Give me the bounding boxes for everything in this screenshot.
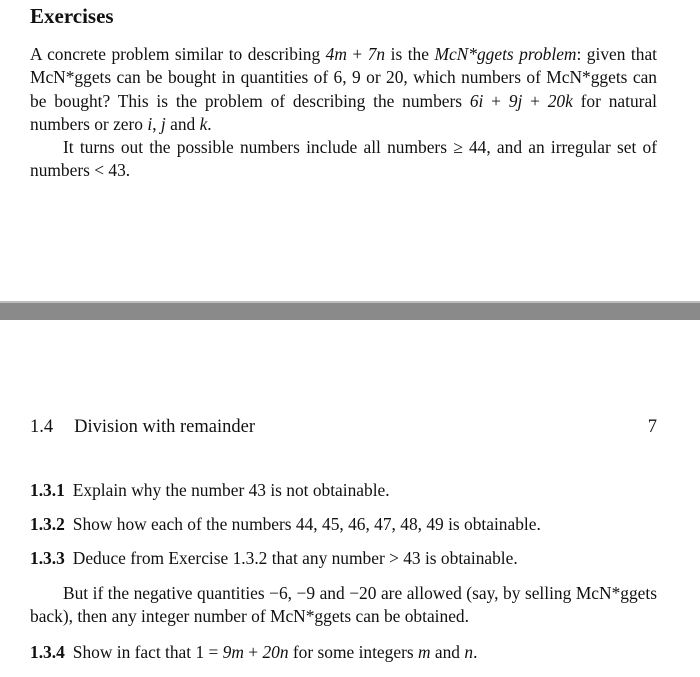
exercise-number: 1.3.3 (30, 548, 65, 568)
text-run: : given that McN*ggets can be bought in quantities of 6, 9 or 20, which numbers of McN*ggets can be bought? This is the problem of describing the numbers (30, 44, 658, 111)
exercise-number: 1.3.2 (30, 514, 65, 534)
math-operator: + (483, 90, 509, 111)
math-term: 20k (547, 90, 573, 111)
text-run: . (207, 113, 212, 134)
text-run: and (165, 113, 200, 134)
math-term: 7n (367, 44, 386, 64)
math-variable: n (464, 642, 474, 662)
possible-numbers-paragraph: It turns out the possible numbers include all numbers ≥ 44, and an irregular set of numbers < 43. (30, 137, 657, 181)
math-variable: i (147, 113, 153, 134)
exercises-heading: Exercises (30, 4, 114, 28)
text-run: is the (385, 44, 435, 64)
math-term: 4m (325, 44, 347, 64)
math-variable: j (160, 113, 166, 134)
math-variable: k (199, 113, 208, 134)
math-term: 9j (508, 90, 523, 111)
math-term: 20n (262, 642, 289, 662)
exercise-number: 1.3.4 (30, 642, 65, 662)
text-run: A concrete problem similar to describing (30, 44, 326, 64)
math-variable: m (417, 642, 431, 662)
exercise-text: Show how each of the numbers 44, 45, 46, 47, 48, 49 is obtainable. (72, 514, 541, 534)
math-operator: + (243, 642, 263, 662)
exercise-1-3-4 (30, 641, 657, 664)
negative-quantities-paragraph: But if the negative quantities −6, −9 and −20 are allowed (say, by selling McN*ggets back), then any integer number of McN*ggets can be obtained. (30, 583, 657, 627)
exercise-text: Explain why the number 43 is not obtainable. (72, 480, 390, 500)
problem-name: McN*ggets problem (434, 44, 577, 64)
section-number: 1.4 (30, 417, 54, 437)
running-head (30, 417, 657, 438)
math-operator: + (346, 44, 368, 64)
exercise-1-3-2 (30, 513, 657, 536)
text-run: and (430, 642, 465, 662)
section-title: Division with remainder (74, 417, 255, 437)
text-run: Show in fact that 1 = (72, 642, 223, 662)
exercise-1-3-3 (30, 547, 657, 570)
exercise-text: Deduce from Exercise 1.3.2 that any number > 43 is obtainable. (72, 548, 518, 568)
math-operator: + (522, 90, 548, 111)
exercise-number: 1.3.1 (30, 480, 65, 500)
page-number: 7 (647, 417, 657, 437)
math-term: 9m (222, 642, 244, 662)
math-term: 6i (469, 90, 484, 111)
upper-page (0, 0, 700, 300)
mcnuggets-intro-paragraph (30, 43, 657, 136)
text-run: for some integers (288, 642, 418, 662)
text-run: for natural numbers or zero (30, 90, 657, 134)
page-divider (0, 301, 700, 320)
exercise-1-3-1 (30, 479, 657, 502)
text-run: , (152, 113, 161, 134)
text-run: . (473, 642, 478, 662)
